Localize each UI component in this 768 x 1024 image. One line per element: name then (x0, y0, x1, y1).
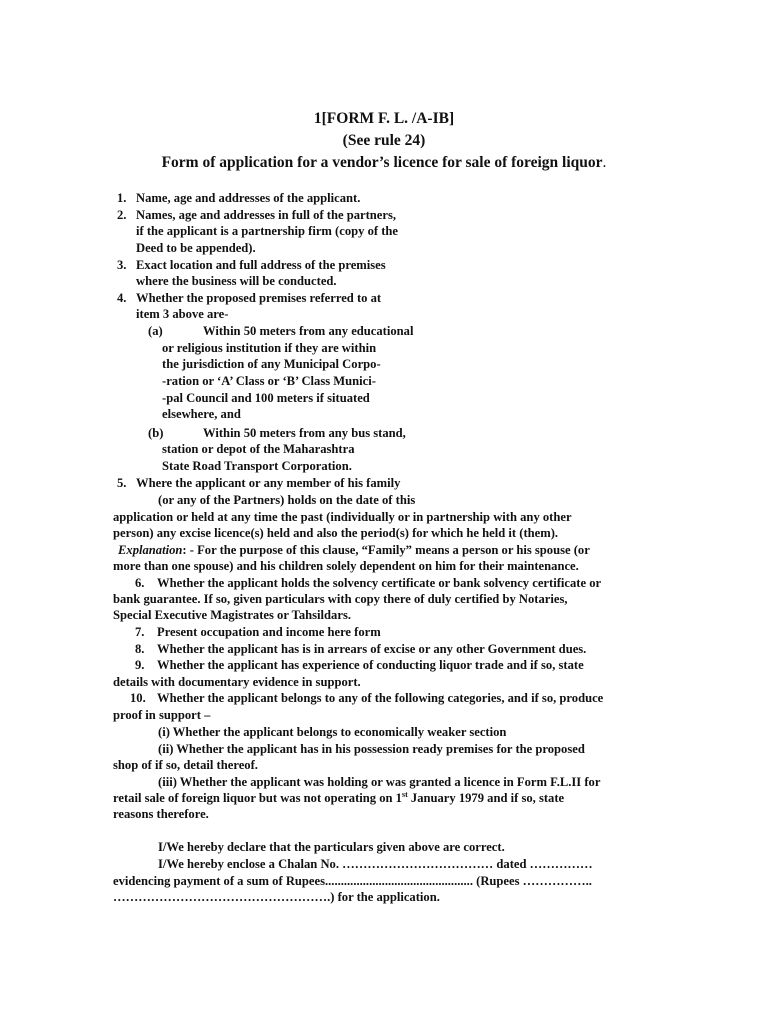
explanation-label: Explanation (118, 543, 183, 557)
item-4a-line: the jurisdiction of any Municipal Corpo- (162, 357, 381, 371)
item-10-number: 10. (130, 691, 146, 705)
item-4a-line: or religious institution if they are within (162, 341, 377, 355)
payment-line: evidencing payment of a sum of Rupees............................................... (Rupees …………….. (113, 874, 592, 888)
item-4a-line: Within 50 meters from any educational (203, 324, 414, 338)
item-4a-line: -pal Council and 100 meters if situated (162, 391, 370, 405)
item-4a-label: (a) (148, 324, 163, 338)
item-2-line: Deed to be appended). (136, 241, 256, 255)
item-2-line: if the applicant is a partnership firm (copy of the (136, 224, 399, 238)
item-5-line: (or any of the Partners) holds on the date of this (158, 493, 416, 507)
rule-reference: (See rule 24) (342, 132, 426, 149)
item-7-number: 7. (135, 625, 145, 639)
item-10-sub-iii-line: reasons therefore. (113, 807, 209, 821)
item-4-line: item 3 above are- (136, 307, 229, 321)
application-line: …………………………………………….) for the application. (113, 890, 440, 904)
item-10-sub-ii: (ii) Whether the applicant has in his possession ready premises for the proposed (158, 742, 585, 756)
item-2-line: Names, age and addresses in full of the partners, (136, 208, 397, 222)
item-3-line: Exact location and full address of the premises (136, 258, 386, 272)
item-10-sub-i: (i) Whether the applicant belongs to economically weaker section (158, 725, 507, 739)
declaration-line: I/We hereby declare that the particulars given above are correct. (158, 840, 505, 854)
item-9-number: 9. (135, 658, 145, 672)
item-7-text: Present occupation and income here form (157, 625, 381, 639)
form-title: Form of application for a vendor’s licence for sale of foreign liquor. (161, 154, 607, 171)
item-9-line: details with documentary evidence in support. (113, 675, 361, 689)
item-5-number: 5. (117, 476, 127, 490)
item-5-line: application or held at any time the past (individually or in partnership with any other (113, 510, 572, 524)
item-10-line: proof in support – (113, 708, 211, 722)
item-10-sub-ii-line: shop of if so, detail thereof. (113, 758, 258, 772)
item-2-number: 2. (117, 208, 127, 222)
item-4a-line: elsewhere, and (162, 407, 241, 421)
explanation-line: more than one spouse) and his children solely dependent on him for their maintenance. (113, 559, 579, 573)
item-1-text: Name, age and addresses of the applicant. (136, 191, 361, 205)
item-4b-line: Within 50 meters from any bus stand, (203, 426, 406, 440)
item-4-line: Whether the proposed premises referred to at (136, 291, 382, 305)
item-6-line: bank guarantee. If so, given particulars with copy there of duly certified by Notaries, (113, 592, 568, 606)
explanation: Explanation: - For the purpose of this clause, “Family” means a person or his spouse (or (118, 543, 590, 557)
item-6-number: 6. (135, 576, 145, 590)
item-6-line: Special Executive Magistrates or Tahsildars. (113, 608, 351, 622)
item-4b-line: station or depot of the Maharashtra (162, 442, 355, 456)
item-10-sub-iii-line: retail sale of foreign liquor but was not operating on 1st January 1979 and if so, state (113, 789, 565, 805)
item-5-line: Where the applicant or any member of his family (136, 476, 401, 490)
item-8-number: 8. (135, 642, 145, 656)
item-4b-line: State Road Transport Corporation. (162, 459, 352, 473)
item-10-line: Whether the applicant belongs to any of the following categories, and if so, produce (157, 691, 604, 705)
item-4a-line: -ration or ‘A’ Class or ‘B’ Class Munici- (162, 374, 376, 388)
item-3-number: 3. (117, 258, 127, 272)
chalan-line: I/We hereby enclose a Chalan No. ……………………………… dated …………… (158, 857, 593, 871)
item-4b-label: (b) (148, 426, 164, 440)
item-8-text: Whether the applicant has is in arrears of excise or any other Government dues. (157, 642, 587, 656)
item-5-line: person) any excise licence(s) held and also the period(s) for which he held it (them). (113, 526, 559, 540)
item-1-number: 1. (117, 191, 127, 205)
form-number: 1[FORM F. L. /A-IB] (313, 110, 455, 127)
item-9-line: Whether the applicant has experience of conducting liquor trade and if so, state (157, 658, 584, 672)
item-6-line: Whether the applicant holds the solvency certificate or bank solvency certificate or (157, 576, 602, 590)
item-10-sub-iii: (iii) Whether the applicant was holding or was granted a licence in Form F.L.II for (158, 775, 601, 789)
item-4-number: 4. (117, 291, 127, 305)
item-3-line: where the business will be conducted. (136, 274, 337, 288)
